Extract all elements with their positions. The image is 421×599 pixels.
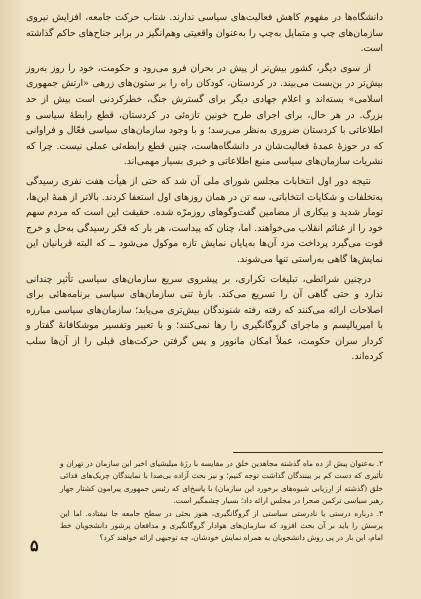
footnote-3: ۳. درباره درستی یا نادرستی سیاستی از گروگانگیری، هنوز بحثی در سطح جامعه جا نیفتاده. اما این پرسش را باید بر آن بحث افزود که سازمان‌های هوادار گروگانگیری و مدافعان پرشور دانشجویان خط امام، این بار در پی روش دانشجویان به همراه نمایش خودشان، چه توجیهی ارائه خواهند کرد؟ xyxy=(60,508,383,543)
footnotes xyxy=(60,458,383,545)
footnote-2: ۲. به‌عنوان پیش از ده ماه گذشته مجاهدین خلق در مقایسه با رژهٔ میلیشیای اخیر این سازمان در تهران و تأثیری که دست کم بر بینندگان گذاشت توجه کنیم؛ و نیز بحث آزاده بی‌صدا با نمایندگان چریک‌های فدائی خلق (گذشته از ارزیابی شیوه‌های برخورد این سازمان) با پاسخ‌ای که رئیس جمهوری پیرامون کشتار جهار رهبر سیاسی ترکمن صحرا در مجلس ارائه داد؛ بسیار چشمگیر است. xyxy=(60,459,383,506)
body-paragraph-1: دانشگاه‌ها در مفهوم کاهش فعالیت‌های سیاسی ندارند. شتاب حرکت جامعه، افزایش نیروی سازمان‌های چپ و متمایل به‌چپ را به‌عنوان واقعیتی وهم‌انگیز در برابر جناح‌های حاکم گذاشته است. xyxy=(26,12,383,55)
body-text xyxy=(26,10,383,369)
footnote-separator xyxy=(233,452,383,453)
body-paragraph-3: نتیجه دور اول انتخابات مجلس شورای ملی آن شد که حتی از هیأت هفت نفری رسیدگی به‌تخلفات و شکایات انتخاباتی، سه تن در همان روزهای اول استعفا کردند. بالاتر از همهٔ این‌ها، تومار شدید و بیکاری از مضامین گفت‌وگوهای روزمرّه شده. حقیقت این است که مردم سهم خود را از غنائم انقلاب می‌خواهند. اما، چنان که پیداست، هر بار که فکر رسیدگی به‌حل و خرج قوت می‌گیرد پرداخت مزد آن‌ها به‌پایان نمایش تازه موکول می‌شود ــ که البته قربانیان این نمایش‌ها گاهی به‌راستی تنها می‌شوند. xyxy=(26,175,383,265)
page-number: ۵ xyxy=(30,536,39,555)
body-paragraph-4: درچنین شرائطی، تبلیغات تکراری، بر پیشروی سریع سازمان‌های سیاسی تأثیر چندانی ندارد و حتی گاهی آن را تسریع می‌کند. بازهٔ تنی سازمان‌های سیاسی برنامه‌هائی برای اصلاحات ارائه می‌کنند که رفته رفته شنوندگان بیش‌تری می‌یابد؛ سازمان‌های سیاسی مبارزه با امپریالیسم و ماجرای گروگانگیری را رها نمی‌کنند؛ و با تعبیر وتفسیر موشکافانهٔ گفتار و کردار سران حکومت، عملاً امکان مانوور و پس گرفتن حرکت‌های قبلی را از آن‌ها سلب کرده‌اند. xyxy=(26,273,383,363)
body-paragraph-2: از سوی دیگر، کشور بیش‌تر از پیش در بحران فرو می‌رود و حکومت، خود را روز به‌روز بیش‌تر در بن‌بست می‌بیند. در کردستان، کودکان راه را بر ستون‌های زرهی «ارتش جمهوری اسلامی» بسته‌اند و اعلام جهادی دیگر برای گسترش جنگ، خطرکردنی است بیش از حد بزرگ. در هر حال، برای اجرای طرح خونین تازه‌ئی در کردستان، قطع رابطهٔ سیاسی و اطلاعاتی با کردستان ضروری به‌نظر می‌رسد؛ و با وجود سازمان‌های سیاسی فعّال و فراوانی که در حوزهٔ عمدهٔ فعالیت‌شان در دانشگاه‌هاست، چنین قطع رابطه‌ئی عملی نیست. چرا که نشریات سازمان‌های سیاسی منبع اطلاعاتی و خبری بسیار مهمی‌اند. xyxy=(26,62,383,168)
